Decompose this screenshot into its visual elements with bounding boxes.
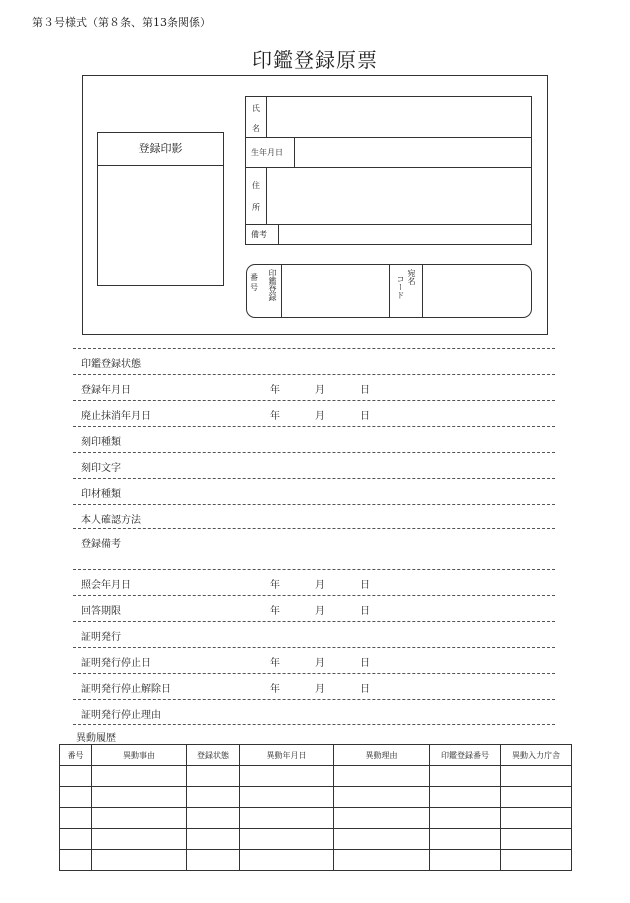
day-unit: 日 (360, 684, 370, 695)
row-label-certificate-issuance: 証明発行 (81, 632, 121, 643)
row-divider (73, 595, 555, 596)
table-cell[interactable] (92, 850, 187, 871)
address-label-2: 所 (252, 203, 260, 212)
table-row (60, 829, 572, 850)
history-table (59, 744, 572, 871)
row-label-abolition-date: 廃止抹消年月日 (81, 411, 151, 422)
table-cell[interactable] (240, 808, 334, 829)
addressee-label: 宛名 (407, 269, 416, 285)
year-unit: 年 (270, 684, 280, 695)
name-label-2: 名 (252, 124, 260, 133)
year-unit: 年 (270, 606, 280, 617)
registration-code-box (246, 264, 532, 318)
table-cell[interactable] (501, 808, 572, 829)
day-unit: 日 (360, 411, 370, 422)
table-row (60, 787, 572, 808)
row-divider (73, 528, 555, 529)
table-cell[interactable] (430, 850, 501, 871)
table-cell[interactable] (240, 766, 334, 787)
birth-date-field[interactable] (295, 138, 531, 167)
row-label-status: 印鑑登録状態 (81, 359, 141, 370)
table-cell[interactable] (187, 808, 240, 829)
day-unit: 日 (360, 580, 370, 591)
table-cell[interactable] (187, 787, 240, 808)
day-unit: 日 (360, 385, 370, 396)
year-unit: 年 (270, 411, 280, 422)
row-label-registration-date: 登録年月日 (81, 385, 131, 396)
code-label: コード (396, 275, 405, 299)
table-cell[interactable] (92, 829, 187, 850)
table-cell[interactable] (187, 829, 240, 850)
history-header-number: 番号 (60, 745, 92, 766)
table-cell[interactable] (334, 829, 430, 850)
stamp-impression-label: 登録印影 (98, 133, 223, 166)
table-cell[interactable] (334, 787, 430, 808)
table-cell[interactable] (430, 808, 501, 829)
row-divider (73, 504, 555, 505)
row-label-identity-method: 本人確認方法 (81, 515, 141, 526)
form-number-note: 第３号様式（第８条、第13条関係） (32, 16, 211, 29)
row-label-inquiry-date: 照会年月日 (81, 580, 131, 591)
year-unit: 年 (270, 658, 280, 669)
row-divider (73, 426, 555, 427)
table-cell[interactable] (60, 829, 92, 850)
table-cell[interactable] (60, 850, 92, 871)
table-cell[interactable] (240, 850, 334, 871)
code-label-cell (389, 265, 423, 317)
table-cell[interactable] (92, 766, 187, 787)
table-row (60, 808, 572, 829)
table-cell[interactable] (334, 766, 430, 787)
month-unit: 月 (315, 684, 325, 695)
address-field[interactable] (267, 168, 531, 224)
personal-info-box (245, 96, 532, 245)
month-unit: 月 (315, 411, 325, 422)
row-label-suspension-release-date: 証明発行停止解除日 (81, 684, 171, 695)
table-cell[interactable] (60, 766, 92, 787)
table-cell[interactable] (501, 766, 572, 787)
row-divider (73, 699, 555, 700)
registration-label: 印鑑登録 (268, 269, 277, 301)
row-divider (73, 673, 555, 674)
year-unit: 年 (270, 580, 280, 591)
history-header-change-reason: 異動理由 (334, 745, 430, 766)
addressee-code-field[interactable] (423, 265, 531, 317)
remarks-field[interactable] (279, 225, 531, 244)
row-divider (73, 400, 555, 401)
table-cell[interactable] (334, 808, 430, 829)
number-label: 番号 (250, 273, 258, 292)
table-cell[interactable] (60, 808, 92, 829)
address-label-cell (246, 168, 267, 224)
row-divider (73, 647, 555, 648)
month-unit: 月 (315, 385, 325, 396)
history-header-seal-number: 印鑑登録番号 (430, 745, 501, 766)
row-label-reply-deadline: 回答期限 (81, 606, 121, 617)
row-label-registration-remarks: 登録備考 (81, 539, 121, 550)
history-header-row (60, 745, 572, 766)
history-title: 異動履歴 (76, 733, 116, 744)
registration-label-cell (264, 265, 282, 317)
month-unit: 月 (315, 606, 325, 617)
table-cell[interactable] (187, 850, 240, 871)
name-field[interactable] (267, 97, 531, 137)
row-label-suspension-date: 証明発行停止日 (81, 658, 151, 669)
day-unit: 日 (360, 658, 370, 669)
page-title: 印鑑登録原票 (252, 48, 378, 72)
history-header-change-date: 異動年月日 (240, 745, 334, 766)
day-unit: 日 (360, 606, 370, 617)
registration-number-field[interactable] (282, 265, 389, 317)
row-divider (73, 452, 555, 453)
table-cell[interactable] (187, 766, 240, 787)
table-cell[interactable] (501, 787, 572, 808)
year-unit: 年 (270, 385, 280, 396)
row-divider (73, 348, 555, 349)
table-cell[interactable] (430, 829, 501, 850)
row-label-suspension-reason: 証明発行停止理由 (81, 710, 161, 721)
table-cell[interactable] (92, 787, 187, 808)
remarks-label: 備考 (246, 225, 279, 244)
table-cell[interactable] (501, 829, 572, 850)
table-cell[interactable] (501, 850, 572, 871)
row-divider (73, 621, 555, 622)
row-divider (73, 724, 555, 725)
row-label-engraving-text: 刻印文字 (81, 463, 121, 474)
row-label-engraving-type: 刻印種類 (81, 437, 121, 448)
table-cell[interactable] (60, 787, 92, 808)
month-unit: 月 (315, 580, 325, 591)
name-label-1: 氏 (252, 104, 260, 113)
month-unit: 月 (315, 658, 325, 669)
table-cell[interactable] (430, 787, 501, 808)
table-cell[interactable] (240, 829, 334, 850)
address-label-1: 住 (252, 181, 260, 190)
name-label-cell (246, 97, 267, 137)
history-header-change-event: 異動事由 (92, 745, 187, 766)
table-cell[interactable] (240, 787, 334, 808)
table-cell[interactable] (334, 850, 430, 871)
row-label-material-type: 印材種類 (81, 489, 121, 500)
table-cell[interactable] (430, 766, 501, 787)
number-label-cell (247, 265, 264, 317)
row-divider (73, 478, 555, 479)
table-cell[interactable] (92, 808, 187, 829)
row-divider (73, 569, 555, 570)
stamp-impression-box[interactable] (97, 132, 224, 286)
history-header-registration-status: 登録状態 (187, 745, 240, 766)
row-divider (73, 374, 555, 375)
table-row (60, 766, 572, 787)
history-header-input-office: 異動入力庁舎 (501, 745, 572, 766)
birth-date-label: 生年月日 (246, 138, 295, 167)
table-row (60, 850, 572, 871)
